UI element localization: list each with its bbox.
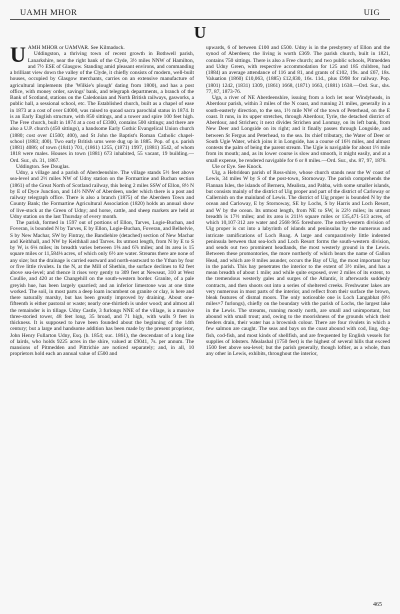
- drop-cap: U: [10, 42, 26, 67]
- paragraph: Uga, a river of NE Aberdeenshire, issuing from a loch let near Windyheads, in Aberdour parish, within 3 miles of the N coast, and running 21 miles, generally in a south-easterly direction, to the sea, 1½ mile NW of the town of Peterhead, on the E coast. It runs, in its upper stretches, through Aberdour, Tyrie, the detached district of Aberdour, and Strichen; it next divides Strichen and Lonmay, on its left bank, from New Deer and Longside on its right; and it finally passes through Longside, and between St Fergus and Peterhead, to the sea. Its chief tributary, the Water of Deer or South Ugie Water, which joins it in Longside, has a course of 16½ miles, and almost contests the palm of being the parent stream. The Ugie is navigable for about 1½ mile from its mouth; and, as its lower course is slow and smooth, it might easily, and at a small expense, be rendered navigable for 6 or 8 miles.—Ord. Sur., shs. 87, 97, 1876.: [206, 95, 390, 164]
- paragraph: Uie or Eye. See Knock.: [212, 163, 263, 170]
- paragraph: upwards, 6 of between £100 and £500. Udny is in the presbytery of Ellon and the synod of Aberdeen; the living is worth £369. The parish church, built in 1821, contains 750 sittings. There is also a Free church; and two public schools, Pitmedden and Udny Green, with respective accommodation for 125 and 185 children, had (1884) an average attendance of 116 and 81, and grants of £102, 19s. and £67, 18s. Valuation (1860) £10,063, (1885) £12,830, 16s. 11d., plus £998 for railway. Pop. (1801) 1242, (1831) 1309, (1861) 1668, (1871) 1663, (1881) 1638.—Ord. Sur., shs. 77, 87, 1873-76.: [206, 45, 390, 95]
- section-letter: U: [193, 23, 207, 42]
- paragraph: The parish, formed in 1597 out of portions of Ellon, Tarves, Logie-Buchan, and Foveran, is bounded N by Tarves, E by Ellon, Logie-Buchan, Foveran, and Belhelvie, S by New Machar, SW by Fintray, the Bandiehire (detached) section of New Machar and Keithhall, and NW by Keithhall and Tarves. Its utmost length, from N by E to S by W, is 6⅛ miles; its breadth varies between 1⅝ and 6⅞ miles; and its area is 15 square miles or 11,584⅛ acres, of which only 6½ are water. Streams there are none of any size; but the drainage is carried eastward and north-eastward to the Ythan by four or five little rivulets. In the N, at the Mill of Shethin, the surface declines to 82 feet above sea-level; and thence it rises very gently to 309 feet at Newseat, 310 at West Coullie, and 420 at the Changehill on the south-western border. Granite, of a pale greyish hue, has been largely quarried; and an inferior limestone was at one time worked. The soil, in most parts a deep loam incumbent on granite or clay, is here and there naturally marshy, but has been greatly improved by draining. About one-fifteenth is either pastoral or waste; nearly one-thirtieth is under wood; and almost all the remainder is in tillage. Udny Castle, 3 furlongs NNE of the village, is a massive three-storied tower, 48 feet long, 35 broad, and 71 high, with walls 9 feet in thickness. It is supposed to have been founded about the beginning of the 14th century; but a large and handsome addition has been made by the present proprietor, John Henry Fullarton Udny, Esq. (b. 1854; suc. 1861), the descendant of a long line of lairds, who holds 9225 acres in the shire, valued at £9041, 7s. per annum. The mansions of Pitmedden and Pittrichie are noticed separately; and, in all, 10 proprietors hold each an annual value of £500 and: [10, 220, 194, 358]
- right-column: [206, 45, 390, 358]
- paragraph: Udny, a village and a parish of Aberdeenshire. The village stands 5½ feet above sea-level and 2½ miles NW of Udny station on the Formartine and Buchan section (1861) of the Great North of Scotland railway, this being 2 miles SSW of Ellon, 8½ N by E of Dyce Junction, and 14½ NNW of Aberdeen, under which there is a post and railway telegraph office. There is also a branch (1875) of the Aberdeen Town and County Bank; the Formartine Agricultural Association (1820) holds an annual show of live-stock at the Green of Udny; and horse, cattle, and sheep markets are held at Udny station on the last Thursday of every month.: [10, 170, 194, 220]
- left-column: [10, 42, 194, 358]
- paragraph-text: AMH MHOR or UAMVAR. See Kilmadock.: [27, 45, 125, 51]
- header-rule: [10, 19, 390, 20]
- paragraph: Uddington. See Douglas.: [16, 163, 70, 170]
- page-number: 465: [373, 602, 382, 608]
- paragraph: Uddingston, a thriving town of recent growth in Bothwell parish, Lanarkshire, near the right bank of the Clyde, 3½ miles NNW of Hamilton, and 7½ ESE of Glasgow. Standing amid pleasant environs, and commanding a brilliant view down the valley of the Clyde, it chiefly consists of modern, well-built houses, occupied by Glasgow merchants, carries on an extensive manufacture of agricultural implements (the 'Wilkie's plough' dating from 1800), and has a post office, with money order, savings' bank, and telegraph departments, a branch of the Bank of Scotland, stations on the Caledonian and North British railways, gasworks, a public hall, a sessional school, etc. The Established church, built as a chapel of ease in 1873 at a cost of over £4000, was raised to quoad sacra parochial status in 1874. It is an Early English structure, with 850 sittings, and a tower and spire 100 feet high. The Free church, built in 1874 at a cost of £3300, contains 500 sittings; and there are also a U.P. church (450 sittings), a handsome Early Gothic Evangelical Union church (1880; cost over £1500; 400), and St John the Baptist's Roman Catholic chapel-school (1883; 400). Two early British urns were dug up in 1885. Pop. of q.s. parish (1881) 4086; of town (1841) 701, (1861) 1255, (1871) 1997, (1881) 3542, of whom 1818 were males. Houses in town (1881) 673 inhabited, 55 vacant, 19 building.—Ord. Sur., sh. 31, 1867.: [10, 51, 194, 164]
- header-right: UIG: [363, 7, 380, 17]
- text-columns: [10, 42, 390, 358]
- running-header: [10, 6, 390, 18]
- header-left: UAMH MHOR: [20, 7, 78, 17]
- paragraph: Uig, a Hebridean parish of Ross-shire, whose church stands near the W coast of Lewis, 34 miles W by S of the post-town, Stornoway. The parish comprehends the Flannan Isles, the islands of Bernera, Mealista, and Pabba, with some smaller islands, but consists mainly of the district of Uig proper and part of the district of Carloway or Callernish on the mainland of Lewis. The district of Uig proper is bounded N by the ocean and Carloway, E by Stornoway, SE by Lochs, S by Harris and Loch Resort, and W by the ocean. Its utmost length, from NE to SW, is 22½ miles; its utmost breadth is 17½ miles; and its area is 211⅓ square miles or 135,471·513 acres, of which 10,107·312 are water and 2568·965 foreshore. The north-western division of Uig proper is cut into a labyrinth of islands and peninsulas by the numerous and intricate ramifications of Loch Roag. A large and comparatively little indented peninsula between that sea-loch and Loch Resort forms the south-western division, and sends out two prominent headlands, the most westerly ground in the Lewis. Between these promontories, the more northerly of which bears the name of Gallon Head, and which are 8 miles asunder, occurs the Bay of Uig, the most important bay in the parish. This bay penetrates the interior to the extent of 3½ miles, and has a mean breadth of about 1 mile; and while quite exposed, over 2 miles of its extent, to the tremendous westerly gales and surges of the Atlantic, it afterwards suddenly contracts, and then shoots out into a series of sheltered creeks. Freshwater lakes are very numerous in most parts of the interior, and reflect from their surface the brown, bleak features of dismal moors. The only noticeable one is Loch Langabhat (8½ miles×7 furlongs), chiefly on the boundary with the parish of Lochs, the largest lake in the Lewis. The streams, running mostly north, are small and unimportant, but abound with small trout; and, owing to the moorishness of the grounds which their feeders drain, their water has a brownish colour. There are four rivulets in which a few salmon are caught. The seas and bays on the coast abound with cod, ling, dog-fish, cod-fish, and most kinds of shellfish, and are frequented by English vessels for supplies of lobsters. Mealashal (1750 feet) is the highest of several hills that exceed 1500 feet above sea-level; but the parish generally, though loftier, as a whole, than any other in Lewis, exhibits, throughout the interior,: [206, 170, 390, 358]
